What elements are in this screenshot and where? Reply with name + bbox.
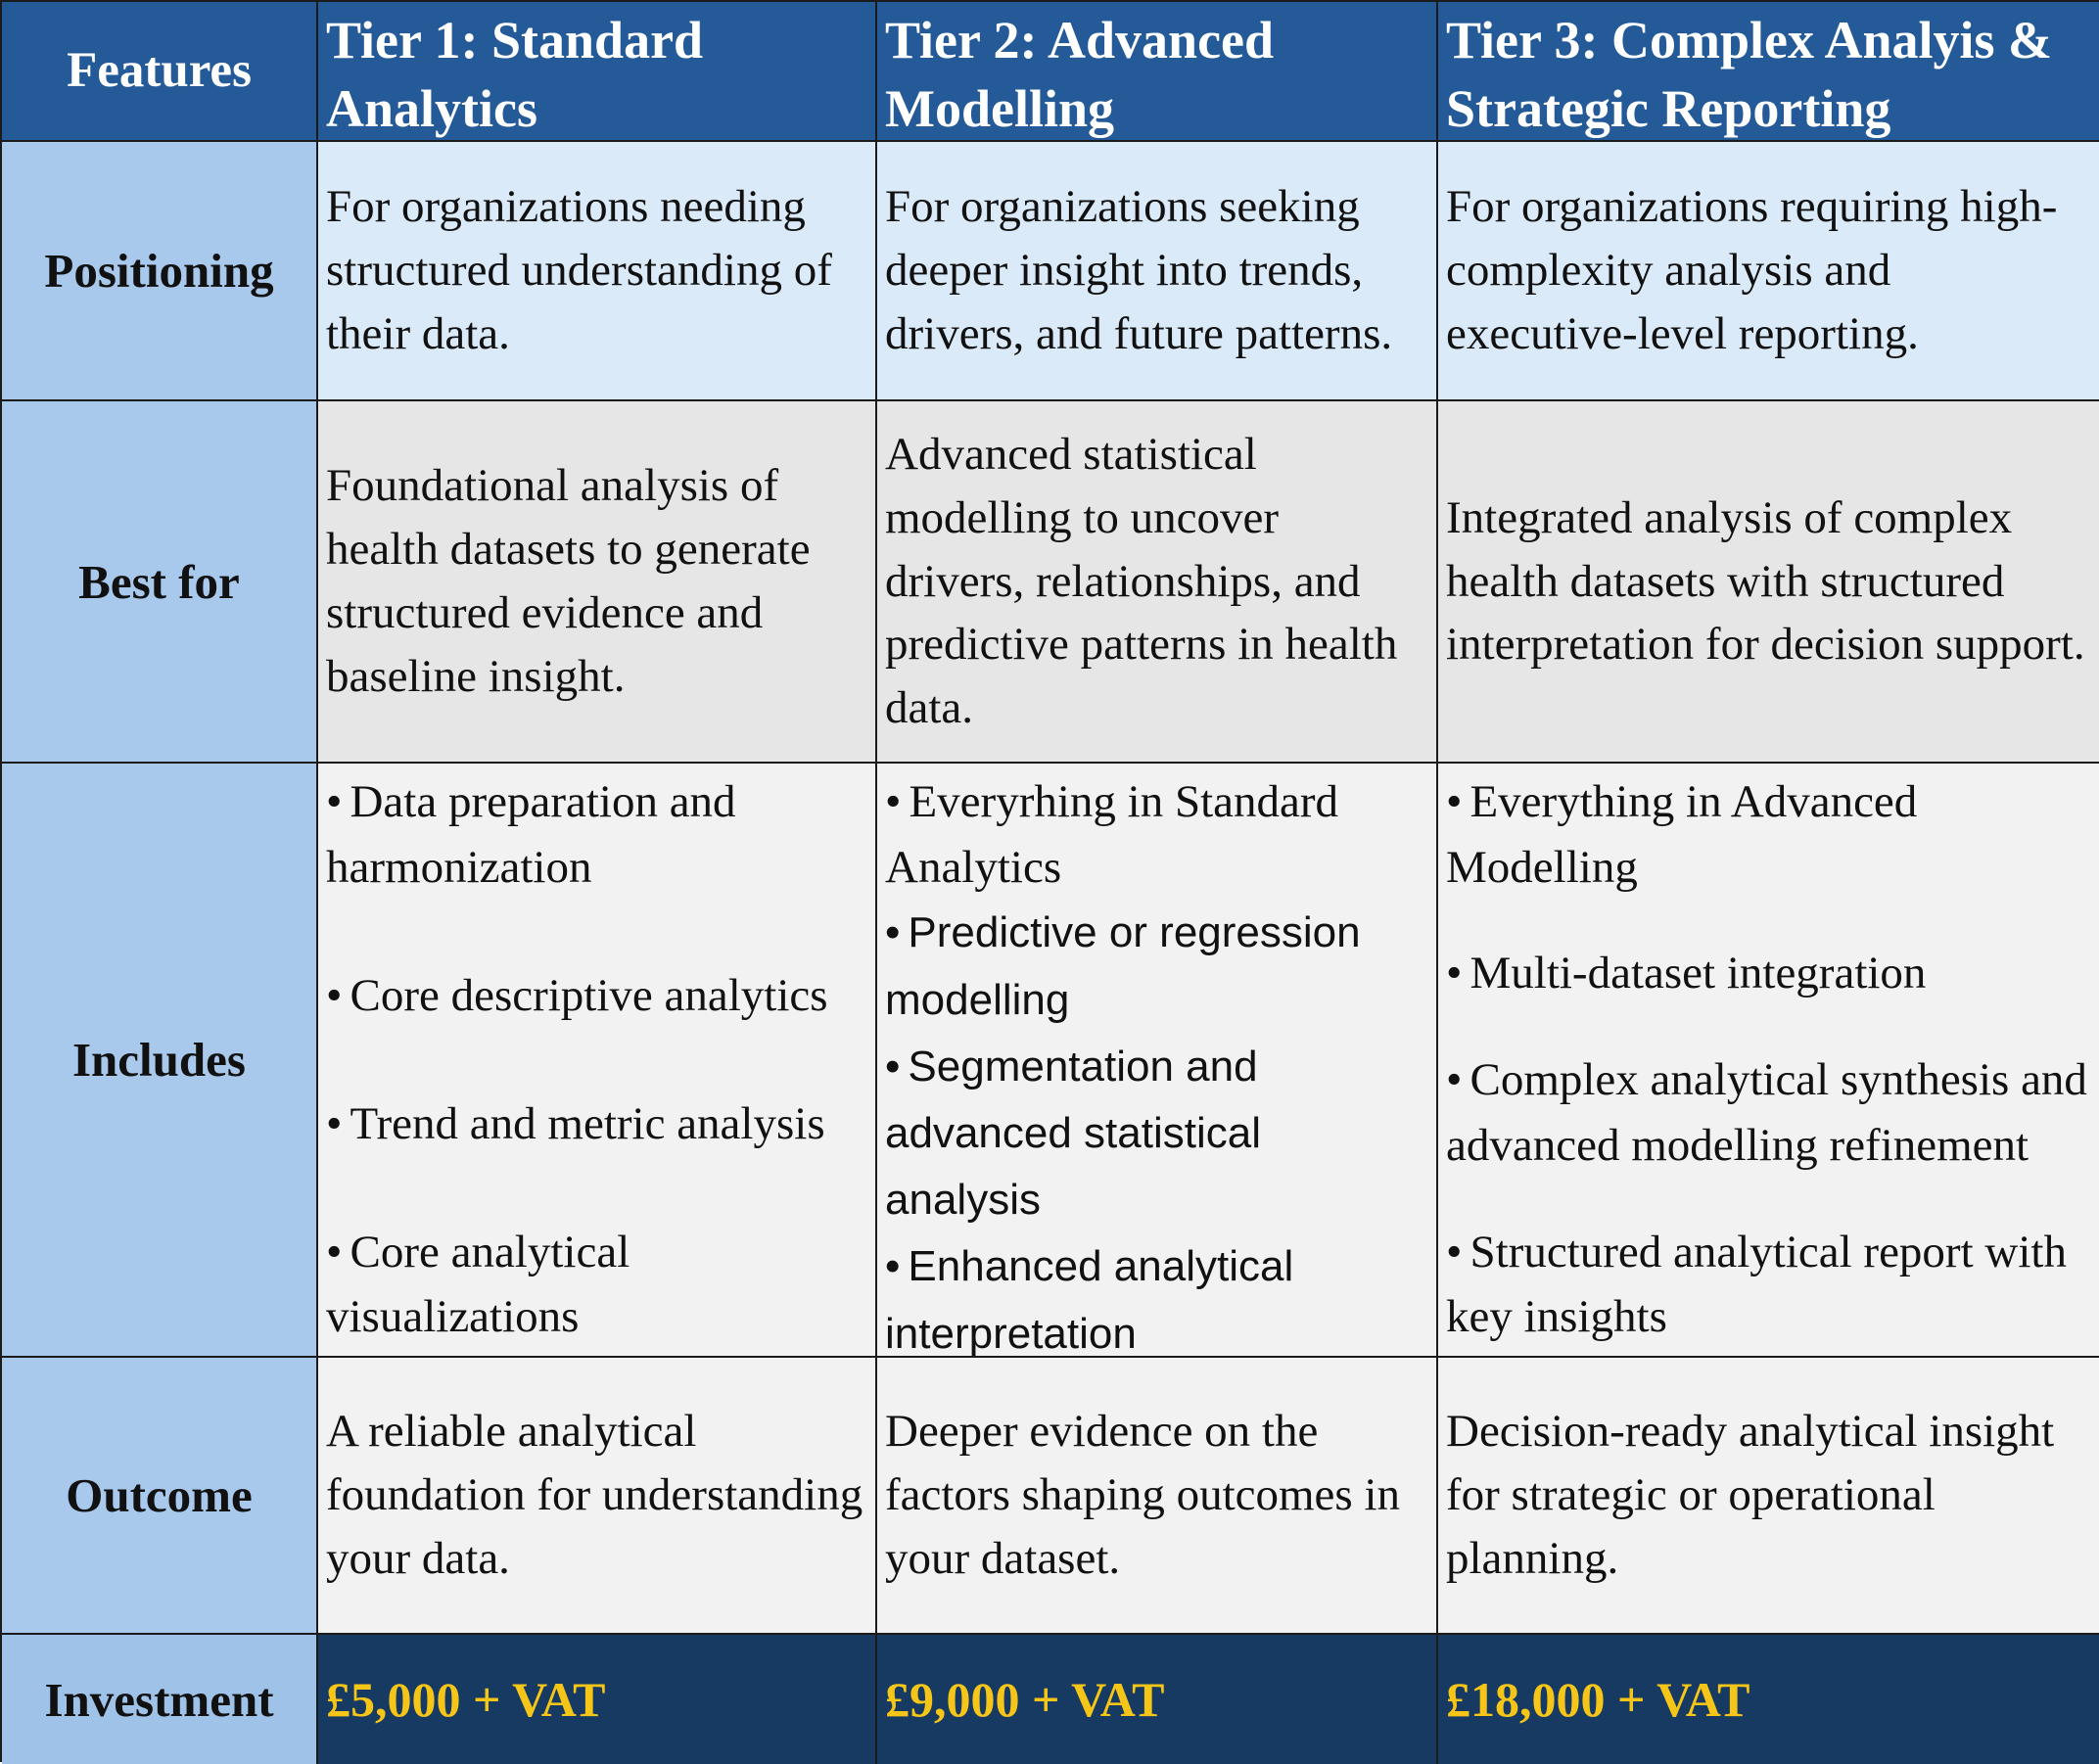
outcome-tier-2: Deeper evidence on the factors shaping outcomes in your dataset. [877,1358,1438,1635]
includes-tier-3 [1438,764,2099,1358]
price-tier-3: £18,000 + VAT [1438,1635,2099,1764]
list-item: • Core analytical visualizations [326,1226,630,1343]
row-label-positioning: Positioning [2,142,318,401]
outcome-tier-3: Decision-ready analytical insight for strategic or operational planning. [1438,1358,2099,1635]
list-item: • Core descriptive analytics [326,969,828,1021]
list-item: • Multi-dataset integration [1446,948,1927,999]
includes-tier-2 [877,764,1438,1358]
price-tier-1: £5,000 + VAT [318,1635,877,1764]
list-item: • Structured analytical report with key insights [1446,1226,2067,1343]
row-label-best-for: Best for [2,401,318,764]
list-item: • Enhanced analytical interpretation [885,1242,1294,1358]
row-label-investment: Investment [2,1635,318,1764]
list-item: • Trend and metric analysis [326,1097,825,1149]
outcome-tier-1: A reliable analytical foundation for understanding your data. [318,1358,877,1635]
list-item: • Data preparation and harmonization [326,776,736,893]
list-item: • Predictive or regression modelling [885,908,1361,1024]
row-label-includes: Includes [2,764,318,1358]
list-item: • Complex analytical synthesis and advanced modelling refinement [1446,1054,2087,1171]
list-item: • Segmentation and advanced statistical analysis [885,1042,1261,1225]
best-for-tier-2: Advanced statistical modelling to uncover drivers, relationships, and predictive patterns in health data. [877,401,1438,764]
best-for-tier-3: Integrated analysis of complex health datasets with structured interpretation for decision support. [1438,401,2099,764]
list-item: • Everyrhing in Standard Analytics [885,776,1339,893]
positioning-tier-3: For organizations requiring high-complexity analysis and executive-level reporting. [1438,142,2099,401]
header-tier-1: Tier 1: Standard Analytics [318,2,877,142]
includes-tier-1 [318,764,877,1358]
header-features: Features [2,2,318,142]
positioning-tier-1: For organizations needing structured understanding of their data. [318,142,877,401]
header-tier-2: Tier 2: Advanced Modelling [877,2,1438,142]
best-for-tier-1: Foundational analysis of health datasets to generate structured evidence and baseline insight. [318,401,877,764]
header-tier-3: Tier 3: Complex Analyis & Strategic Reporting [1438,2,2099,142]
price-tier-2: £9,000 + VAT [877,1635,1438,1764]
list-item: • Everything in Advanced Modelling [1446,776,1918,893]
row-label-outcome: Outcome [2,1358,318,1635]
positioning-tier-2: For organizations seeking deeper insight into trends, drivers, and future patterns. [877,142,1438,401]
